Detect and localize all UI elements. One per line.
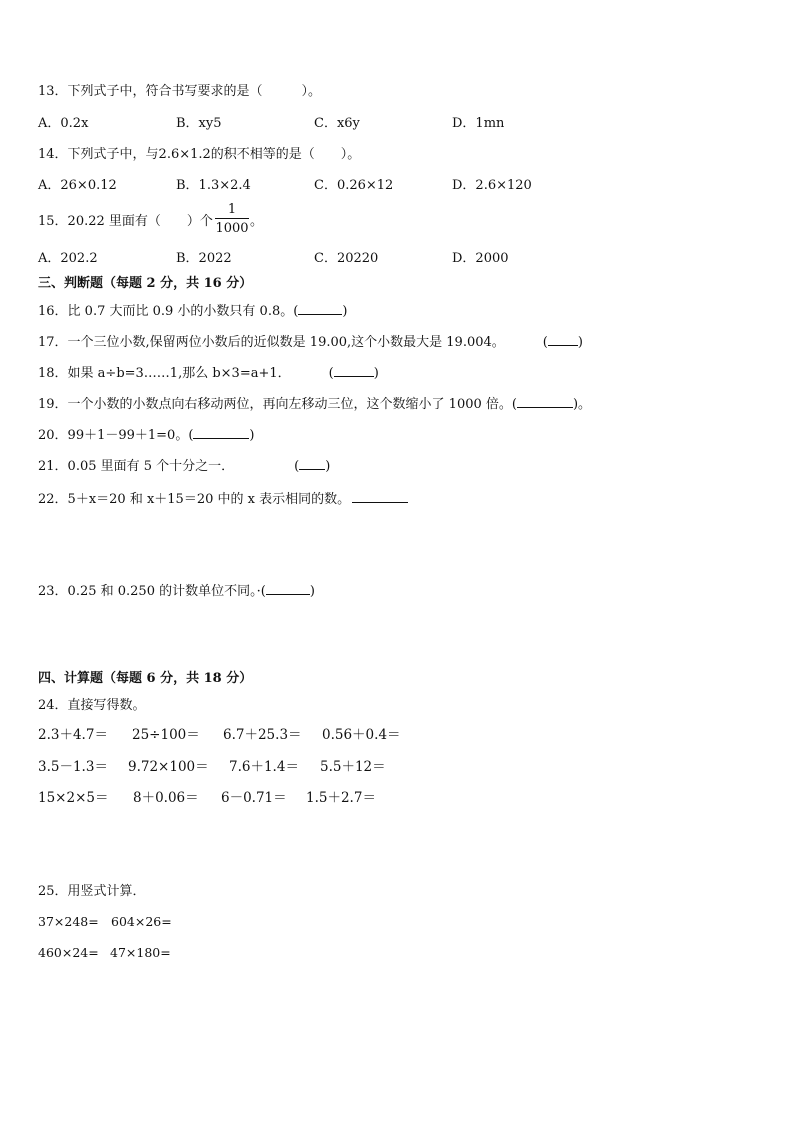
question-24-stem: 24．直接写得数。 [38,698,146,713]
q19-close: )。 [572,397,592,412]
question-16 [38,304,347,318]
q25-item: 604×26= [111,914,172,929]
q15-option-c: C．20220 [314,251,379,266]
q15-stem-before: 15．20.22 里面有（ ）个 [38,214,213,229]
q22-text: 22．5＋x＝20 和 x＋15＝20 中的 x 表示相同的数。 [38,492,351,507]
q22-answer-blank[interactable] [352,492,408,503]
q24-item: 3.5－1.3＝ [38,759,108,775]
question-14-stem: 14．下列式子中，与2.6×1.2的积不相等的是（ ）。 [38,147,361,162]
question-23 [38,584,315,598]
q21-text: 21．0.05 里面有 5 个十分之一． [38,459,235,474]
q23-close: ) [309,584,315,599]
q20-answer-blank[interactable] [193,428,249,439]
q13-option-c: C．x6y [314,116,360,131]
q23-answer-blank[interactable] [266,584,310,595]
question-22 [38,492,408,506]
q14-option-b: B．1.3×2.4 [176,178,251,193]
question-13-stem: 13．下列式子中，符合书写要求的是（ ）。 [38,84,322,99]
q15-option-d: D．2000 [452,251,509,266]
q15-fraction-numerator: 1 [227,202,237,217]
q25-item: 37×248= [38,914,99,929]
q18-close: ) [373,366,379,381]
q14-option-d: D．2.6×120 [452,178,532,193]
q24-item: 7.6＋1.4＝ [229,759,299,775]
section-4-heading: 四、计算题（每题 6 分，共 18 分） [38,671,253,686]
q24-item: 25÷100＝ [132,727,200,743]
q15-option-a: A．202.2 [38,251,98,266]
q14-option-a: A．26×0.12 [38,178,117,193]
q19-answer-blank[interactable] [517,397,573,408]
q13-option-a: A．0.2x [38,116,89,131]
question-19 [38,397,591,411]
q23-text: 23．0.25 和 0.250 的计数单位不同。·( [38,584,266,599]
q13-option-d: D．1mn [452,116,505,131]
q16-close: ) [342,304,348,319]
q21-close: ) [325,459,331,474]
q19-text: 19．一个小数的小数点向右移动两位，再向左移动三位，这个数缩小了 1000 倍。( [38,397,517,412]
q15-fraction-denominator: 1000 [215,221,249,236]
q18-text: 18．如果 a÷b=3……1,那么 b×3=a+1． [38,366,291,381]
question-20 [38,428,254,442]
q14-option-c: C．0.26×12 [314,178,394,193]
question-25-stem: 25．用竖式计算． [38,884,146,899]
q17-answer-blank[interactable] [548,335,578,346]
q18-open: ( [328,366,334,381]
q21-open: ( [294,459,300,474]
q24-item: 1.5＋2.7＝ [306,790,376,806]
q24-item: 2.3＋4.7＝ [38,727,108,743]
q20-text: 20．99＋1－99＋1=0。( [38,428,194,443]
q15-fraction [214,203,250,235]
q16-text: 16．比 0.7 大而比 0.9 小的小数只有 0.8。( [38,304,299,319]
q15-option-b: B．2022 [176,251,232,266]
question-17 [38,335,583,349]
q15-stem-after: 。 [250,214,264,229]
q20-close: ) [249,428,255,443]
q18-answer-blank[interactable] [334,366,374,377]
question-15-stem [38,215,213,228]
q25-item: 460×24= [38,945,99,960]
q24-item: 0.56＋0.4＝ [322,727,401,743]
section-3-heading: 三、判断题（每题 2 分，共 16 分） [38,276,253,291]
q17-open: ( [542,335,548,350]
q24-item: 15×2×5＝ [38,790,109,806]
q24-item: 6－0.71＝ [221,790,287,806]
q16-answer-blank[interactable] [298,304,342,315]
q17-close: ) [577,335,583,350]
q24-item: 8＋0.06＝ [133,790,199,806]
q17-text: 17．一个三位小数,保留两位小数后的近似数是 19.00,这个小数最大是 19.004。 [38,335,505,350]
q24-item: 9.72×100＝ [128,759,209,775]
q24-item: 6.7＋25.3＝ [223,727,302,743]
q24-item: 5.5＋12＝ [320,759,386,775]
q25-item: 47×180= [110,945,171,960]
question-21 [38,459,330,473]
q21-answer-blank[interactable] [299,459,325,470]
question-18 [38,366,379,380]
q13-option-b: B．xy5 [176,116,222,131]
